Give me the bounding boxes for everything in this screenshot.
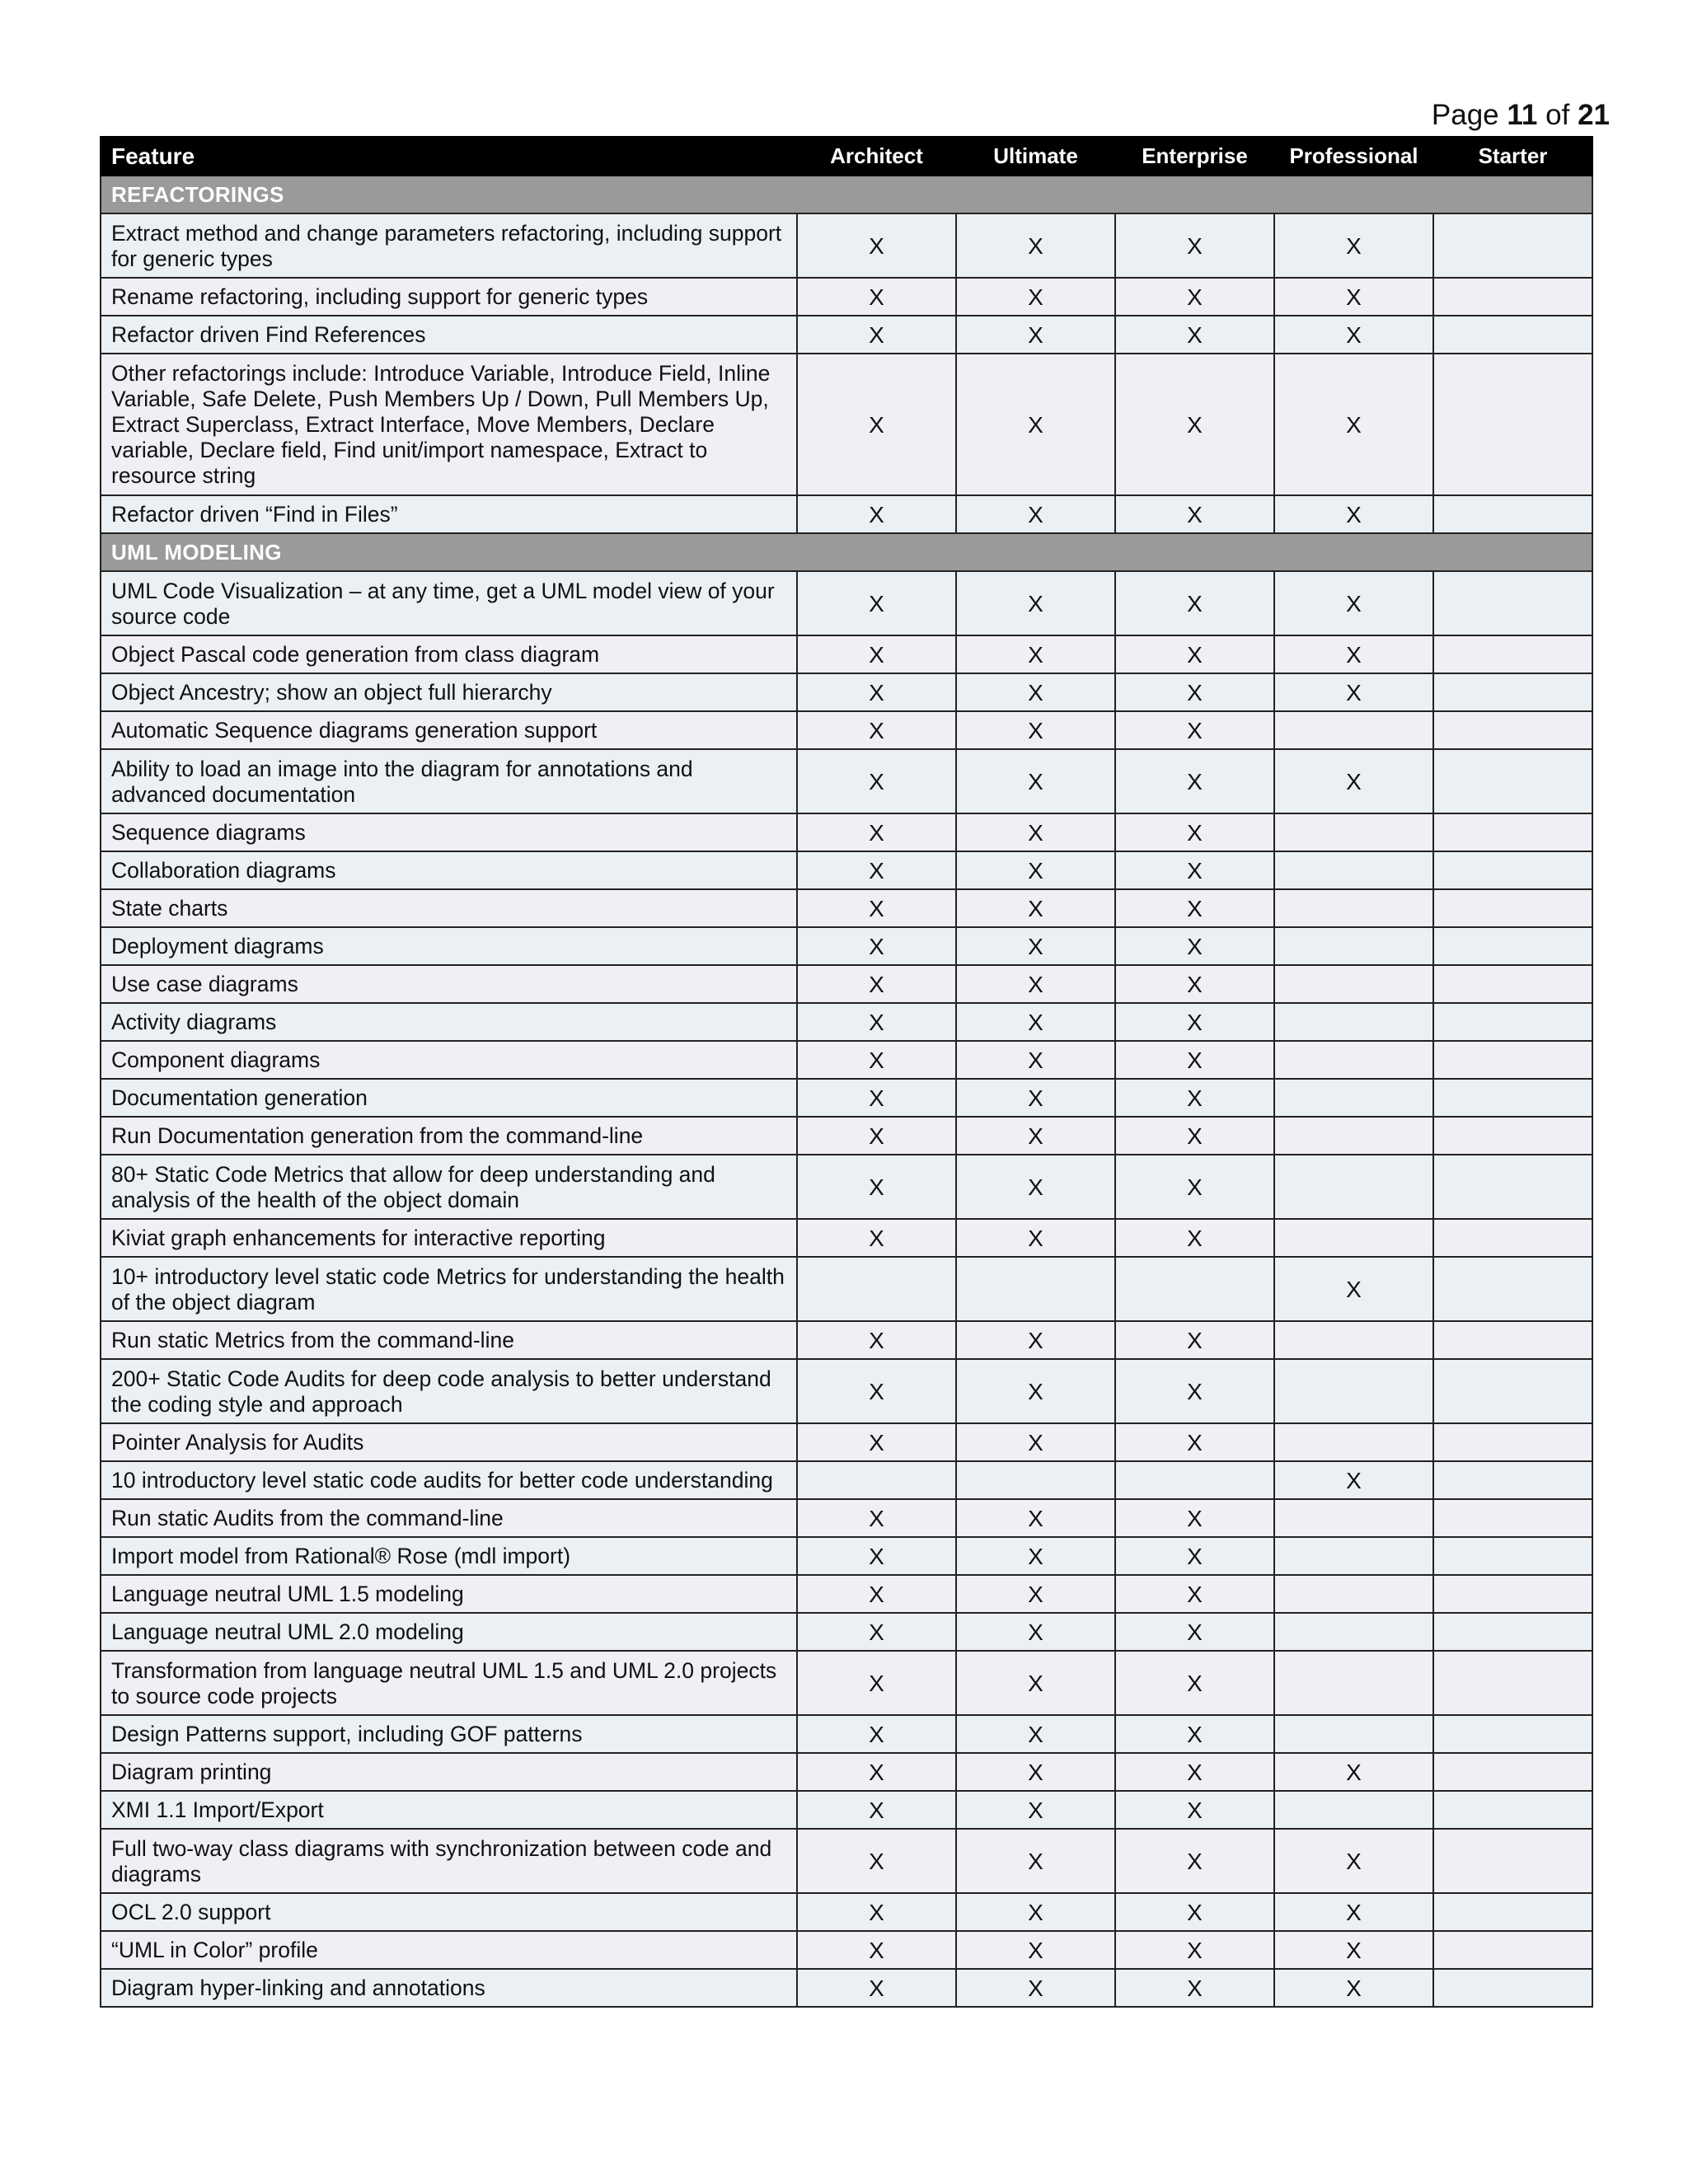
edition-mark-cell xyxy=(1274,1155,1433,1219)
table-row xyxy=(101,1423,1592,1461)
edition-mark-cell xyxy=(1433,1003,1592,1041)
table-row xyxy=(101,1715,1592,1753)
page-total: 21 xyxy=(1578,99,1610,131)
edition-mark-cell: X xyxy=(956,711,1115,749)
edition-mark-cell xyxy=(1433,1117,1592,1155)
edition-mark-cell xyxy=(1433,1499,1592,1537)
edition-mark-cell: X xyxy=(1274,1969,1433,2007)
edition-mark-cell xyxy=(1433,1575,1592,1613)
edition-mark-cell xyxy=(1274,1003,1433,1041)
edition-mark-cell: X xyxy=(1115,927,1274,965)
edition-mark-cell xyxy=(1433,316,1592,354)
feature-cell: 80+ Static Code Metrics that allow for deep understanding and analysis of the health of the object domain xyxy=(101,1155,797,1219)
edition-mark-cell: X xyxy=(1115,711,1274,749)
table-row xyxy=(101,1041,1592,1079)
feature-cell: Automatic Sequence diagrams generation support xyxy=(101,711,797,749)
edition-mark-cell xyxy=(1433,1829,1592,1893)
edition-mark-cell: X xyxy=(956,213,1115,278)
edition-mark-cell: X xyxy=(956,889,1115,927)
edition-mark-cell xyxy=(1433,213,1592,278)
edition-mark-cell xyxy=(1433,851,1592,889)
table-row xyxy=(101,1359,1592,1423)
edition-mark-cell xyxy=(1274,1537,1433,1575)
table-row xyxy=(101,749,1592,813)
table-row xyxy=(101,1753,1592,1791)
edition-mark-cell: X xyxy=(1115,213,1274,278)
edition-mark-cell: X xyxy=(1115,1321,1274,1359)
edition-mark-cell xyxy=(1274,1359,1433,1423)
edition-mark-cell xyxy=(1274,1117,1433,1155)
edition-mark-cell: X xyxy=(956,1003,1115,1041)
edition-mark-cell: X xyxy=(956,1575,1115,1613)
edition-mark-cell xyxy=(1274,1423,1433,1461)
edition-mark-cell xyxy=(1433,1219,1592,1257)
edition-mark-cell: X xyxy=(1115,278,1274,316)
edition-mark-cell xyxy=(1274,1651,1433,1715)
edition-mark-cell xyxy=(1274,813,1433,851)
edition-mark-cell: X xyxy=(1115,1651,1274,1715)
table-row xyxy=(101,965,1592,1003)
table-row xyxy=(101,1969,1592,2007)
edition-mark-cell xyxy=(1274,1715,1433,1753)
feature-cell: 200+ Static Code Audits for deep code analysis to better understand the coding style and approach xyxy=(101,1359,797,1423)
edition-mark-cell: X xyxy=(956,1969,1115,2007)
table-row xyxy=(101,813,1592,851)
edition-mark-cell: X xyxy=(956,673,1115,711)
edition-mark-cell: X xyxy=(797,1753,956,1791)
feature-cell: Object Pascal code generation from class diagram xyxy=(101,635,797,673)
edition-mark-cell xyxy=(1433,1257,1592,1321)
column-header-ultimate: Ultimate xyxy=(956,137,1115,176)
edition-mark-cell: X xyxy=(1115,851,1274,889)
table-row xyxy=(101,1613,1592,1651)
feature-cell: Diagram printing xyxy=(101,1753,797,1791)
edition-mark-cell: X xyxy=(797,1359,956,1423)
edition-mark-cell xyxy=(1433,711,1592,749)
column-header-architect: Architect xyxy=(797,137,956,176)
edition-mark-cell: X xyxy=(797,1931,956,1969)
edition-mark-cell: X xyxy=(797,1155,956,1219)
edition-mark-cell: X xyxy=(956,316,1115,354)
edition-mark-cell: X xyxy=(1115,1613,1274,1651)
table-header-row xyxy=(101,137,1592,176)
page-of: of xyxy=(1545,99,1570,131)
edition-mark-cell: X xyxy=(956,1651,1115,1715)
edition-mark-cell xyxy=(1274,1321,1433,1359)
feature-cell: Diagram hyper-linking and annotations xyxy=(101,1969,797,2007)
edition-mark-cell xyxy=(1274,1613,1433,1651)
edition-mark-cell xyxy=(1433,278,1592,316)
feature-cell: Full two-way class diagrams with synchronization between code and diagrams xyxy=(101,1829,797,1893)
edition-mark-cell: X xyxy=(797,1715,956,1753)
edition-mark-cell xyxy=(1433,1651,1592,1715)
edition-mark-cell: X xyxy=(1115,889,1274,927)
edition-mark-cell: X xyxy=(1115,1575,1274,1613)
table-row xyxy=(101,1461,1592,1499)
edition-mark-cell xyxy=(1433,571,1592,635)
table-row xyxy=(101,1117,1592,1155)
table-row xyxy=(101,673,1592,711)
edition-mark-cell xyxy=(1274,965,1433,1003)
edition-mark-cell: X xyxy=(1274,316,1433,354)
feature-cell: Refactor driven “Find in Files” xyxy=(101,495,797,533)
feature-cell: “UML in Color” profile xyxy=(101,1931,797,1969)
edition-mark-cell: X xyxy=(956,965,1115,1003)
feature-cell: Run Documentation generation from the command-line xyxy=(101,1117,797,1155)
column-header-professional: Professional xyxy=(1274,137,1433,176)
edition-mark-cell: X xyxy=(1274,1931,1433,1969)
edition-mark-cell: X xyxy=(956,1753,1115,1791)
edition-mark-cell xyxy=(1274,1079,1433,1117)
edition-mark-cell: X xyxy=(797,673,956,711)
edition-mark-cell: X xyxy=(797,1613,956,1651)
section-title: REFACTORINGS xyxy=(101,176,1592,213)
edition-mark-cell: X xyxy=(956,1041,1115,1079)
edition-mark-cell: X xyxy=(1115,1893,1274,1931)
edition-mark-cell xyxy=(1433,749,1592,813)
edition-mark-cell: X xyxy=(956,571,1115,635)
edition-mark-cell: X xyxy=(956,1613,1115,1651)
edition-mark-cell: X xyxy=(956,1499,1115,1537)
table-row xyxy=(101,927,1592,965)
page-number xyxy=(1432,99,1610,132)
edition-mark-cell: X xyxy=(1274,1753,1433,1791)
edition-mark-cell: X xyxy=(797,1117,956,1155)
edition-mark-cell xyxy=(1433,1791,1592,1829)
edition-mark-cell: X xyxy=(797,851,956,889)
edition-mark-cell: X xyxy=(1115,635,1274,673)
feature-cell: Kiviat graph enhancements for interactive reporting xyxy=(101,1219,797,1257)
edition-mark-cell xyxy=(1274,711,1433,749)
edition-mark-cell: X xyxy=(956,813,1115,851)
feature-comparison-table xyxy=(100,136,1593,2008)
edition-mark-cell: X xyxy=(797,1893,956,1931)
edition-mark-cell xyxy=(1274,1791,1433,1829)
table-row xyxy=(101,1257,1592,1321)
edition-mark-cell: X xyxy=(956,635,1115,673)
edition-mark-cell xyxy=(1274,927,1433,965)
edition-mark-cell: X xyxy=(956,1791,1115,1829)
edition-mark-cell: X xyxy=(1274,495,1433,533)
edition-mark-cell xyxy=(1433,1359,1592,1423)
edition-mark-cell: X xyxy=(1274,635,1433,673)
edition-mark-cell: X xyxy=(797,889,956,927)
edition-mark-cell: X xyxy=(1115,1219,1274,1257)
edition-mark-cell: X xyxy=(797,1575,956,1613)
edition-mark-cell: X xyxy=(797,1791,956,1829)
edition-mark-cell: X xyxy=(797,1499,956,1537)
feature-cell: Refactor driven Find References xyxy=(101,316,797,354)
edition-mark-cell: X xyxy=(956,1219,1115,1257)
edition-mark-cell: X xyxy=(1115,813,1274,851)
edition-mark-cell: X xyxy=(1274,1257,1433,1321)
table-row xyxy=(101,1079,1592,1117)
edition-mark-cell: X xyxy=(1115,673,1274,711)
edition-mark-cell: X xyxy=(1115,1791,1274,1829)
edition-mark-cell xyxy=(1433,965,1592,1003)
edition-mark-cell xyxy=(1115,1461,1274,1499)
edition-mark-cell: X xyxy=(797,635,956,673)
edition-mark-cell: X xyxy=(956,495,1115,533)
table-row xyxy=(101,1003,1592,1041)
column-header-feature: Feature xyxy=(101,137,797,176)
table-row xyxy=(101,213,1592,278)
edition-mark-cell: X xyxy=(1274,673,1433,711)
edition-mark-cell xyxy=(1433,1321,1592,1359)
table-row xyxy=(101,1537,1592,1575)
edition-mark-cell: X xyxy=(956,1893,1115,1931)
edition-mark-cell: X xyxy=(797,1829,956,1893)
edition-mark-cell: X xyxy=(1115,1079,1274,1117)
edition-mark-cell: X xyxy=(797,571,956,635)
page-current: 11 xyxy=(1507,99,1538,131)
feature-cell: Run static Metrics from the command-line xyxy=(101,1321,797,1359)
edition-mark-cell: X xyxy=(797,1969,956,2007)
edition-mark-cell xyxy=(1433,635,1592,673)
edition-mark-cell: X xyxy=(1115,316,1274,354)
edition-mark-cell: X xyxy=(1115,1423,1274,1461)
edition-mark-cell: X xyxy=(797,1079,956,1117)
edition-mark-cell xyxy=(1274,889,1433,927)
edition-mark-cell: X xyxy=(1274,1829,1433,1893)
edition-mark-cell: X xyxy=(797,965,956,1003)
edition-mark-cell xyxy=(1433,1753,1592,1791)
edition-mark-cell xyxy=(1433,354,1592,495)
edition-mark-cell xyxy=(1115,1257,1274,1321)
feature-cell: Other refactorings include: Introduce Variable, Introduce Field, Inline Variable, Safe Delete, Push Members Up / Down, Pull Members Up, Extract Superclass, Extract Interface, Move Members, Declare variable, Declare field, Find unit/import namespace, Extract to resource string xyxy=(101,354,797,495)
feature-cell: Object Ancestry; show an object full hierarchy xyxy=(101,673,797,711)
feature-cell: XMI 1.1 Import/Export xyxy=(101,1791,797,1829)
feature-cell: Pointer Analysis for Audits xyxy=(101,1423,797,1461)
edition-mark-cell xyxy=(1433,1715,1592,1753)
feature-cell: 10 introductory level static code audits for better code understanding xyxy=(101,1461,797,1499)
section-title: UML MODELING xyxy=(101,533,1592,571)
column-header-starter: Starter xyxy=(1433,137,1592,176)
edition-mark-cell xyxy=(1274,1041,1433,1079)
table-row xyxy=(101,889,1592,927)
edition-mark-cell: X xyxy=(797,1321,956,1359)
feature-cell: Language neutral UML 1.5 modeling xyxy=(101,1575,797,1613)
table-row xyxy=(101,635,1592,673)
table-row xyxy=(101,1575,1592,1613)
page-prefix: Page xyxy=(1431,99,1499,131)
edition-mark-cell xyxy=(1274,1575,1433,1613)
edition-mark-cell: X xyxy=(1115,1003,1274,1041)
edition-mark-cell: X xyxy=(1274,213,1433,278)
edition-mark-cell: X xyxy=(956,1321,1115,1359)
edition-mark-cell: X xyxy=(797,1041,956,1079)
feature-cell: Deployment diagrams xyxy=(101,927,797,965)
edition-mark-cell: X xyxy=(1115,749,1274,813)
edition-mark-cell: X xyxy=(956,1537,1115,1575)
table-row xyxy=(101,495,1592,533)
edition-mark-cell: X xyxy=(956,1079,1115,1117)
feature-cell: Transformation from language neutral UML 1.5 and UML 2.0 projects to source code projects xyxy=(101,1651,797,1715)
edition-mark-cell: X xyxy=(797,278,956,316)
edition-mark-cell: X xyxy=(956,1931,1115,1969)
edition-mark-cell: X xyxy=(1274,571,1433,635)
table-row xyxy=(101,1219,1592,1257)
table-row xyxy=(101,1791,1592,1829)
edition-mark-cell xyxy=(1433,673,1592,711)
table-row xyxy=(101,1321,1592,1359)
edition-mark-cell: X xyxy=(1115,354,1274,495)
edition-mark-cell: X xyxy=(797,1651,956,1715)
table-row xyxy=(101,278,1592,316)
edition-mark-cell: X xyxy=(797,927,956,965)
edition-mark-cell: X xyxy=(1115,965,1274,1003)
edition-mark-cell xyxy=(1433,927,1592,965)
edition-mark-cell xyxy=(1433,1041,1592,1079)
edition-mark-cell xyxy=(1433,495,1592,533)
edition-mark-cell: X xyxy=(797,495,956,533)
table-row xyxy=(101,571,1592,635)
feature-cell: Sequence diagrams xyxy=(101,813,797,851)
edition-mark-cell xyxy=(1433,813,1592,851)
edition-mark-cell: X xyxy=(797,749,956,813)
section-header-row xyxy=(101,533,1592,571)
feature-cell: Use case diagrams xyxy=(101,965,797,1003)
feature-cell: Design Patterns support, including GOF patterns xyxy=(101,1715,797,1753)
edition-mark-cell: X xyxy=(1115,1829,1274,1893)
edition-mark-cell: X xyxy=(1274,1461,1433,1499)
edition-mark-cell: X xyxy=(1274,278,1433,316)
edition-mark-cell: X xyxy=(797,354,956,495)
edition-mark-cell xyxy=(1433,889,1592,927)
edition-mark-cell: X xyxy=(1115,1753,1274,1791)
table-row xyxy=(101,1155,1592,1219)
edition-mark-cell: X xyxy=(956,1117,1115,1155)
table-row xyxy=(101,711,1592,749)
table-row xyxy=(101,1931,1592,1969)
edition-mark-cell: X xyxy=(956,1423,1115,1461)
edition-mark-cell: X xyxy=(1115,495,1274,533)
feature-cell: UML Code Visualization – at any time, get a UML model view of your source code xyxy=(101,571,797,635)
feature-cell: Run static Audits from the command-line xyxy=(101,1499,797,1537)
edition-mark-cell: X xyxy=(956,1155,1115,1219)
feature-cell: Activity diagrams xyxy=(101,1003,797,1041)
feature-cell: Documentation generation xyxy=(101,1079,797,1117)
edition-mark-cell: X xyxy=(1115,1359,1274,1423)
feature-cell: 10+ introductory level static code Metrics for understanding the health of the object diagram xyxy=(101,1257,797,1321)
edition-mark-cell: X xyxy=(1115,1041,1274,1079)
edition-mark-cell: X xyxy=(956,927,1115,965)
edition-mark-cell: X xyxy=(956,354,1115,495)
edition-mark-cell: X xyxy=(797,1219,956,1257)
edition-mark-cell xyxy=(1274,1499,1433,1537)
edition-mark-cell: X xyxy=(1115,1117,1274,1155)
feature-cell: State charts xyxy=(101,889,797,927)
edition-mark-cell: X xyxy=(1115,1931,1274,1969)
feature-cell: Language neutral UML 2.0 modeling xyxy=(101,1613,797,1651)
feature-cell: Extract method and change parameters refactoring, including support for generic types xyxy=(101,213,797,278)
edition-mark-cell xyxy=(1433,1155,1592,1219)
feature-cell: Rename refactoring, including support for generic types xyxy=(101,278,797,316)
edition-mark-cell xyxy=(1433,1537,1592,1575)
feature-cell: Component diagrams xyxy=(101,1041,797,1079)
edition-mark-cell xyxy=(797,1461,956,1499)
edition-mark-cell: X xyxy=(956,1829,1115,1893)
edition-mark-cell: X xyxy=(1115,571,1274,635)
edition-mark-cell xyxy=(1274,1219,1433,1257)
edition-mark-cell xyxy=(1433,1613,1592,1651)
edition-mark-cell: X xyxy=(1274,354,1433,495)
edition-mark-cell xyxy=(1433,1461,1592,1499)
table-row xyxy=(101,1893,1592,1931)
edition-mark-cell xyxy=(1433,1423,1592,1461)
edition-mark-cell: X xyxy=(797,1537,956,1575)
edition-mark-cell: X xyxy=(1115,1969,1274,2007)
edition-mark-cell xyxy=(956,1461,1115,1499)
edition-mark-cell: X xyxy=(1274,749,1433,813)
edition-mark-cell: X xyxy=(1115,1715,1274,1753)
feature-cell: Collaboration diagrams xyxy=(101,851,797,889)
edition-mark-cell xyxy=(797,1257,956,1321)
edition-mark-cell xyxy=(956,1257,1115,1321)
table-row xyxy=(101,851,1592,889)
table-row xyxy=(101,354,1592,495)
edition-mark-cell xyxy=(1274,851,1433,889)
feature-cell: OCL 2.0 support xyxy=(101,1893,797,1931)
table-row xyxy=(101,1651,1592,1715)
edition-mark-cell: X xyxy=(797,316,956,354)
feature-cell: Import model from Rational® Rose (mdl import) xyxy=(101,1537,797,1575)
edition-mark-cell xyxy=(1433,1893,1592,1931)
table-body xyxy=(101,176,1592,2007)
table-row xyxy=(101,316,1592,354)
section-header-row xyxy=(101,176,1592,213)
edition-mark-cell: X xyxy=(797,213,956,278)
edition-mark-cell: X xyxy=(956,851,1115,889)
edition-mark-cell xyxy=(1433,1079,1592,1117)
edition-mark-cell: X xyxy=(1115,1155,1274,1219)
edition-mark-cell: X xyxy=(1115,1537,1274,1575)
edition-mark-cell xyxy=(1433,1931,1592,1969)
table-row xyxy=(101,1499,1592,1537)
column-header-enterprise: Enterprise xyxy=(1115,137,1274,176)
edition-mark-cell: X xyxy=(956,1715,1115,1753)
edition-mark-cell: X xyxy=(797,711,956,749)
edition-mark-cell: X xyxy=(797,1423,956,1461)
edition-mark-cell: X xyxy=(797,813,956,851)
edition-mark-cell: X xyxy=(797,1003,956,1041)
edition-mark-cell: X xyxy=(1274,1893,1433,1931)
edition-mark-cell: X xyxy=(1115,1499,1274,1537)
edition-mark-cell xyxy=(1433,1969,1592,2007)
edition-mark-cell: X xyxy=(956,1359,1115,1423)
edition-mark-cell: X xyxy=(956,749,1115,813)
edition-mark-cell: X xyxy=(956,278,1115,316)
feature-cell: Ability to load an image into the diagram for annotations and advanced documentation xyxy=(101,749,797,813)
table-row xyxy=(101,1829,1592,1893)
